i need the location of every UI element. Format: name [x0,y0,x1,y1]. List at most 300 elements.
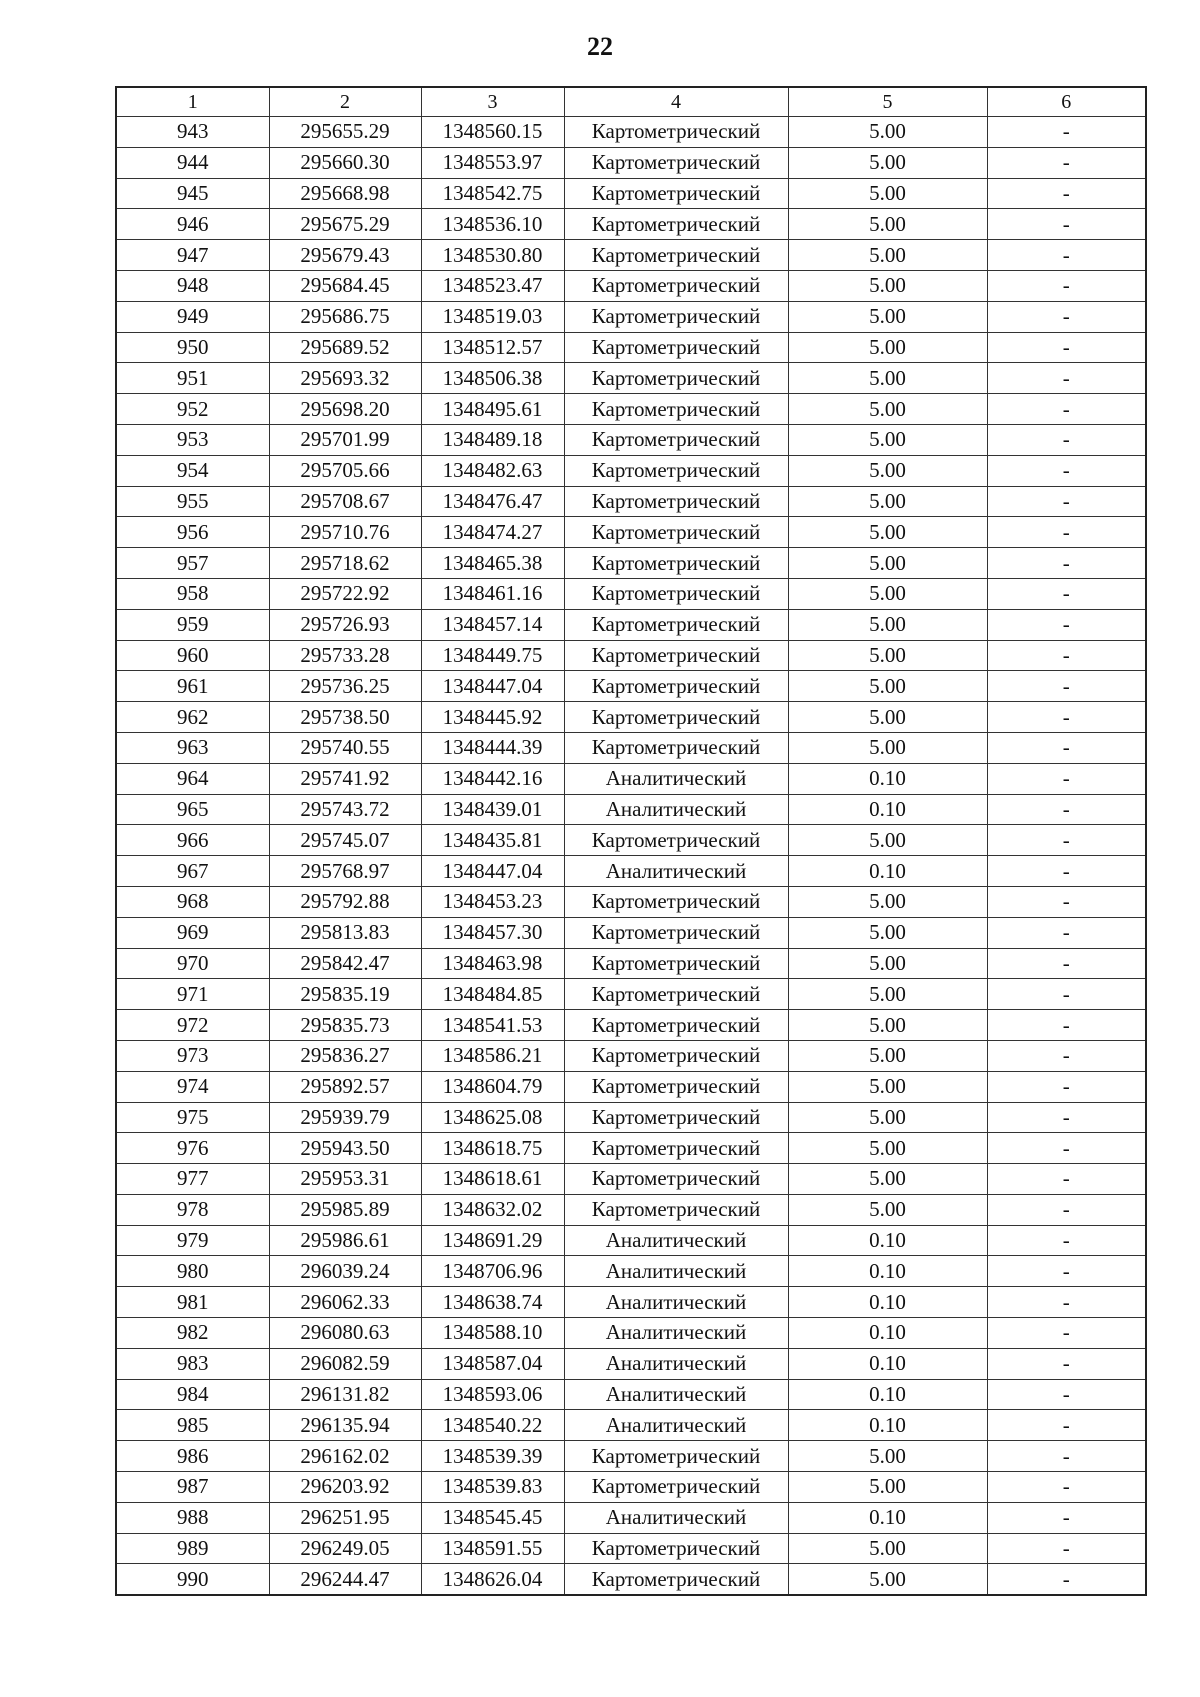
table-row [116,917,1146,948]
cell-x-coordinate: 295738.50 [269,702,421,733]
cell-y-coordinate: 1348453.23 [421,886,564,917]
cell-note: - [987,825,1146,856]
cell-point-number: 974 [116,1071,269,1102]
table-row [116,1441,1146,1472]
cell-note: - [987,147,1146,178]
cell-note: - [987,332,1146,363]
cell-method: Картометрический [564,178,788,209]
cell-method: Картометрический [564,1010,788,1041]
cell-x-coordinate: 296039.24 [269,1256,421,1287]
cell-accuracy: 5.00 [788,948,987,979]
cell-note: - [987,270,1146,301]
cell-point-number: 964 [116,763,269,794]
cell-y-coordinate: 1348539.39 [421,1441,564,1472]
table-body [116,117,1146,1596]
cell-method: Картометрический [564,948,788,979]
cell-x-coordinate: 296203.92 [269,1472,421,1503]
cell-y-coordinate: 1348560.15 [421,117,564,148]
cell-note: - [987,702,1146,733]
cell-y-coordinate: 1348530.80 [421,240,564,271]
cell-point-number: 971 [116,979,269,1010]
cell-y-coordinate: 1348482.63 [421,455,564,486]
cell-note: - [987,301,1146,332]
table-row [116,1318,1146,1349]
cell-method: Аналитический [564,794,788,825]
cell-y-coordinate: 1348439.01 [421,794,564,825]
cell-accuracy: 5.00 [788,424,987,455]
table-row [116,1225,1146,1256]
cell-note: - [987,1379,1146,1410]
cell-method: Картометрический [564,1533,788,1564]
cell-accuracy: 0.10 [788,1318,987,1349]
cell-x-coordinate: 296244.47 [269,1564,421,1595]
cell-y-coordinate: 1348604.79 [421,1071,564,1102]
cell-x-coordinate: 295835.19 [269,979,421,1010]
cell-method: Картометрический [564,825,788,856]
cell-x-coordinate: 295668.98 [269,178,421,209]
table-row [116,948,1146,979]
cell-method: Картометрический [564,1102,788,1133]
cell-point-number: 967 [116,856,269,887]
table-row [116,332,1146,363]
cell-point-number: 957 [116,548,269,579]
cell-y-coordinate: 1348618.61 [421,1164,564,1195]
cell-y-coordinate: 1348593.06 [421,1379,564,1410]
cell-x-coordinate: 295939.79 [269,1102,421,1133]
cell-method: Аналитический [564,1379,788,1410]
cell-note: - [987,1318,1146,1349]
cell-x-coordinate: 296131.82 [269,1379,421,1410]
cell-point-number: 952 [116,394,269,425]
cell-y-coordinate: 1348445.92 [421,702,564,733]
cell-accuracy: 0.10 [788,1225,987,1256]
cell-accuracy: 5.00 [788,640,987,671]
table-row [116,1348,1146,1379]
cell-point-number: 965 [116,794,269,825]
cell-note: - [987,517,1146,548]
cell-y-coordinate: 1348625.08 [421,1102,564,1133]
cell-x-coordinate: 295985.89 [269,1194,421,1225]
cell-accuracy: 5.00 [788,117,987,148]
cell-note: - [987,578,1146,609]
cell-x-coordinate: 295835.73 [269,1010,421,1041]
table-row [116,1287,1146,1318]
table-row [116,147,1146,178]
table-row [116,1502,1146,1533]
cell-point-number: 953 [116,424,269,455]
cell-y-coordinate: 1348465.38 [421,548,564,579]
cell-method: Картометрический [564,1133,788,1164]
cell-point-number: 948 [116,270,269,301]
cell-note: - [987,794,1146,825]
cell-x-coordinate: 295768.97 [269,856,421,887]
cell-x-coordinate: 295953.31 [269,1164,421,1195]
table-row [116,1071,1146,1102]
cell-accuracy: 5.00 [788,671,987,702]
cell-method: Картометрический [564,578,788,609]
header-row [116,87,1146,117]
cell-note: - [987,1348,1146,1379]
cell-point-number: 976 [116,1133,269,1164]
cell-accuracy: 5.00 [788,394,987,425]
cell-x-coordinate: 295842.47 [269,948,421,979]
cell-note: - [987,209,1146,240]
header-cell-col-2: 2 [269,87,421,117]
table-row [116,486,1146,517]
table-row [116,825,1146,856]
cell-y-coordinate: 1348553.97 [421,147,564,178]
cell-method: Картометрический [564,209,788,240]
cell-y-coordinate: 1348706.96 [421,1256,564,1287]
cell-point-number: 981 [116,1287,269,1318]
table-row [116,270,1146,301]
cell-accuracy: 5.00 [788,1102,987,1133]
cell-accuracy: 0.10 [788,794,987,825]
table-row [116,1564,1146,1595]
cell-method: Картометрический [564,424,788,455]
cell-note: - [987,1256,1146,1287]
cell-method: Картометрический [564,1472,788,1503]
table-row [116,1133,1146,1164]
cell-method: Аналитический [564,1256,788,1287]
cell-method: Картометрический [564,455,788,486]
cell-method: Картометрический [564,117,788,148]
cell-x-coordinate: 295710.76 [269,517,421,548]
cell-point-number: 969 [116,917,269,948]
cell-point-number: 980 [116,1256,269,1287]
table-row [116,1164,1146,1195]
cell-x-coordinate: 296080.63 [269,1318,421,1349]
cell-y-coordinate: 1348447.04 [421,856,564,887]
cell-accuracy: 5.00 [788,1564,987,1595]
table-row [116,394,1146,425]
table-row [116,1410,1146,1441]
cell-method: Картометрический [564,394,788,425]
header-cell-col-4: 4 [564,87,788,117]
cell-accuracy: 5.00 [788,609,987,640]
cell-point-number: 983 [116,1348,269,1379]
cell-note: - [987,609,1146,640]
cell-accuracy: 5.00 [788,301,987,332]
cell-method: Картометрический [564,732,788,763]
cell-note: - [987,548,1146,579]
cell-note: - [987,763,1146,794]
table-row [116,1194,1146,1225]
cell-y-coordinate: 1348586.21 [421,1040,564,1071]
cell-x-coordinate: 295726.93 [269,609,421,640]
cell-note: - [987,1133,1146,1164]
cell-y-coordinate: 1348476.47 [421,486,564,517]
cell-x-coordinate: 295743.72 [269,794,421,825]
cell-accuracy: 0.10 [788,1379,987,1410]
cell-accuracy: 5.00 [788,1071,987,1102]
cell-note: - [987,1010,1146,1041]
cell-x-coordinate: 295655.29 [269,117,421,148]
header-cell-col-1: 1 [116,87,269,117]
cell-note: - [987,1164,1146,1195]
cell-method: Картометрический [564,609,788,640]
cell-accuracy: 0.10 [788,763,987,794]
cell-point-number: 987 [116,1472,269,1503]
cell-note: - [987,1533,1146,1564]
cell-x-coordinate: 295792.88 [269,886,421,917]
header-cell-col-3: 3 [421,87,564,117]
cell-method: Картометрический [564,363,788,394]
cell-accuracy: 5.00 [788,147,987,178]
table-row [116,886,1146,917]
cell-y-coordinate: 1348541.53 [421,1010,564,1041]
cell-accuracy: 5.00 [788,1164,987,1195]
cell-x-coordinate: 295705.66 [269,455,421,486]
cell-accuracy: 5.00 [788,825,987,856]
cell-method: Картометрический [564,886,788,917]
cell-note: - [987,1102,1146,1133]
cell-point-number: 972 [116,1010,269,1041]
cell-note: - [987,1071,1146,1102]
cell-x-coordinate: 295693.32 [269,363,421,394]
table-row [116,1102,1146,1133]
cell-accuracy: 5.00 [788,979,987,1010]
cell-x-coordinate: 295686.75 [269,301,421,332]
cell-point-number: 988 [116,1502,269,1533]
cell-accuracy: 0.10 [788,1348,987,1379]
cell-accuracy: 5.00 [788,1533,987,1564]
cell-x-coordinate: 295708.67 [269,486,421,517]
table-row [116,1010,1146,1041]
cell-method: Аналитический [564,1348,788,1379]
cell-y-coordinate: 1348588.10 [421,1318,564,1349]
cell-note: - [987,917,1146,948]
cell-note: - [987,1472,1146,1503]
cell-method: Картометрический [564,1164,788,1195]
cell-note: - [987,1225,1146,1256]
cell-point-number: 966 [116,825,269,856]
cell-accuracy: 5.00 [788,1441,987,1472]
cell-point-number: 959 [116,609,269,640]
cell-y-coordinate: 1348539.83 [421,1472,564,1503]
table-row [116,363,1146,394]
cell-accuracy: 0.10 [788,1287,987,1318]
cell-method: Картометрический [564,1194,788,1225]
cell-note: - [987,948,1146,979]
cell-note: - [987,1502,1146,1533]
cell-y-coordinate: 1348444.39 [421,732,564,763]
cell-x-coordinate: 296135.94 [269,1410,421,1441]
cell-y-coordinate: 1348618.75 [421,1133,564,1164]
table-row [116,117,1146,148]
cell-y-coordinate: 1348442.16 [421,763,564,794]
cell-x-coordinate: 295892.57 [269,1071,421,1102]
cell-y-coordinate: 1348463.98 [421,948,564,979]
cell-y-coordinate: 1348587.04 [421,1348,564,1379]
cell-y-coordinate: 1348461.16 [421,578,564,609]
cell-method: Картометрический [564,671,788,702]
cell-point-number: 954 [116,455,269,486]
cell-point-number: 960 [116,640,269,671]
cell-x-coordinate: 295836.27 [269,1040,421,1071]
cell-note: - [987,1441,1146,1472]
table-row [116,517,1146,548]
table-row [116,1379,1146,1410]
cell-accuracy: 5.00 [788,486,987,517]
cell-y-coordinate: 1348512.57 [421,332,564,363]
cell-accuracy: 5.00 [788,517,987,548]
cell-note: - [987,1410,1146,1441]
cell-y-coordinate: 1348474.27 [421,517,564,548]
cell-x-coordinate: 296251.95 [269,1502,421,1533]
cell-y-coordinate: 1348489.18 [421,424,564,455]
cell-note: - [987,394,1146,425]
cell-method: Аналитический [564,1287,788,1318]
cell-y-coordinate: 1348506.38 [421,363,564,394]
cell-note: - [987,240,1146,271]
cell-accuracy: 5.00 [788,1040,987,1071]
cell-y-coordinate: 1348447.04 [421,671,564,702]
cell-point-number: 985 [116,1410,269,1441]
cell-note: - [987,1287,1146,1318]
cell-note: - [987,732,1146,763]
table-row [116,732,1146,763]
cell-note: - [987,886,1146,917]
cell-note: - [987,1040,1146,1071]
cell-accuracy: 5.00 [788,1133,987,1164]
cell-x-coordinate: 296162.02 [269,1441,421,1472]
cell-method: Картометрический [564,240,788,271]
cell-accuracy: 5.00 [788,1010,987,1041]
cell-x-coordinate: 295745.07 [269,825,421,856]
cell-accuracy: 5.00 [788,455,987,486]
cell-accuracy: 5.00 [788,178,987,209]
table-row [116,578,1146,609]
cell-accuracy: 5.00 [788,209,987,240]
cell-y-coordinate: 1348457.30 [421,917,564,948]
cell-note: - [987,640,1146,671]
table-row [116,209,1146,240]
cell-method: Картометрический [564,640,788,671]
cell-y-coordinate: 1348545.45 [421,1502,564,1533]
cell-point-number: 990 [116,1564,269,1595]
cell-accuracy: 5.00 [788,578,987,609]
cell-point-number: 961 [116,671,269,702]
cell-note: - [987,1564,1146,1595]
table-row [116,548,1146,579]
table-row [116,178,1146,209]
cell-x-coordinate: 295986.61 [269,1225,421,1256]
table-row [116,640,1146,671]
table-row [116,671,1146,702]
cell-note: - [987,856,1146,887]
cell-y-coordinate: 1348435.81 [421,825,564,856]
cell-x-coordinate: 295736.25 [269,671,421,702]
table-row [116,455,1146,486]
cell-accuracy: 5.00 [788,732,987,763]
cell-point-number: 956 [116,517,269,548]
cell-point-number: 970 [116,948,269,979]
cell-note: - [987,455,1146,486]
cell-x-coordinate: 295689.52 [269,332,421,363]
table-row [116,609,1146,640]
cell-method: Картометрический [564,1040,788,1071]
cell-note: - [987,671,1146,702]
cell-method: Аналитический [564,1410,788,1441]
cell-y-coordinate: 1348591.55 [421,1533,564,1564]
cell-x-coordinate: 295679.43 [269,240,421,271]
cell-note: - [987,363,1146,394]
cell-point-number: 986 [116,1441,269,1472]
cell-point-number: 978 [116,1194,269,1225]
cell-x-coordinate: 295722.92 [269,578,421,609]
cell-accuracy: 5.00 [788,702,987,733]
table-row [116,1040,1146,1071]
cell-accuracy: 5.00 [788,1194,987,1225]
table-row [116,1533,1146,1564]
cell-accuracy: 5.00 [788,1472,987,1503]
cell-x-coordinate: 295698.20 [269,394,421,425]
cell-y-coordinate: 1348540.22 [421,1410,564,1441]
coordinates-table [115,86,1147,1596]
cell-note: - [987,1194,1146,1225]
cell-note: - [987,178,1146,209]
table-row [116,856,1146,887]
cell-point-number: 982 [116,1318,269,1349]
cell-accuracy: 5.00 [788,886,987,917]
cell-method: Картометрический [564,702,788,733]
cell-note: - [987,117,1146,148]
cell-point-number: 979 [116,1225,269,1256]
cell-method: Картометрический [564,1564,788,1595]
header-cell-col-5: 5 [788,87,987,117]
cell-accuracy: 5.00 [788,332,987,363]
cell-x-coordinate: 295701.99 [269,424,421,455]
cell-method: Картометрический [564,270,788,301]
table-row [116,763,1146,794]
cell-x-coordinate: 295813.83 [269,917,421,948]
cell-point-number: 951 [116,363,269,394]
cell-point-number: 945 [116,178,269,209]
cell-x-coordinate: 295718.62 [269,548,421,579]
table-row [116,424,1146,455]
table-row [116,301,1146,332]
cell-note: - [987,486,1146,517]
cell-accuracy: 5.00 [788,548,987,579]
cell-y-coordinate: 1348495.61 [421,394,564,425]
cell-y-coordinate: 1348626.04 [421,1564,564,1595]
cell-point-number: 949 [116,301,269,332]
cell-method: Картометрический [564,301,788,332]
cell-method: Картометрический [564,1441,788,1472]
cell-method: Аналитический [564,1225,788,1256]
cell-method: Аналитический [564,856,788,887]
cell-accuracy: 0.10 [788,856,987,887]
cell-point-number: 946 [116,209,269,240]
cell-x-coordinate: 295660.30 [269,147,421,178]
cell-point-number: 977 [116,1164,269,1195]
cell-y-coordinate: 1348542.75 [421,178,564,209]
cell-method: Картометрический [564,332,788,363]
cell-y-coordinate: 1348457.14 [421,609,564,640]
table-row [116,240,1146,271]
cell-method: Картометрический [564,517,788,548]
table-row [116,979,1146,1010]
cell-point-number: 947 [116,240,269,271]
cell-method: Аналитический [564,1502,788,1533]
cell-x-coordinate: 295675.29 [269,209,421,240]
cell-point-number: 944 [116,147,269,178]
table-row [116,702,1146,733]
cell-y-coordinate: 1348632.02 [421,1194,564,1225]
cell-method: Картометрический [564,486,788,517]
cell-point-number: 962 [116,702,269,733]
